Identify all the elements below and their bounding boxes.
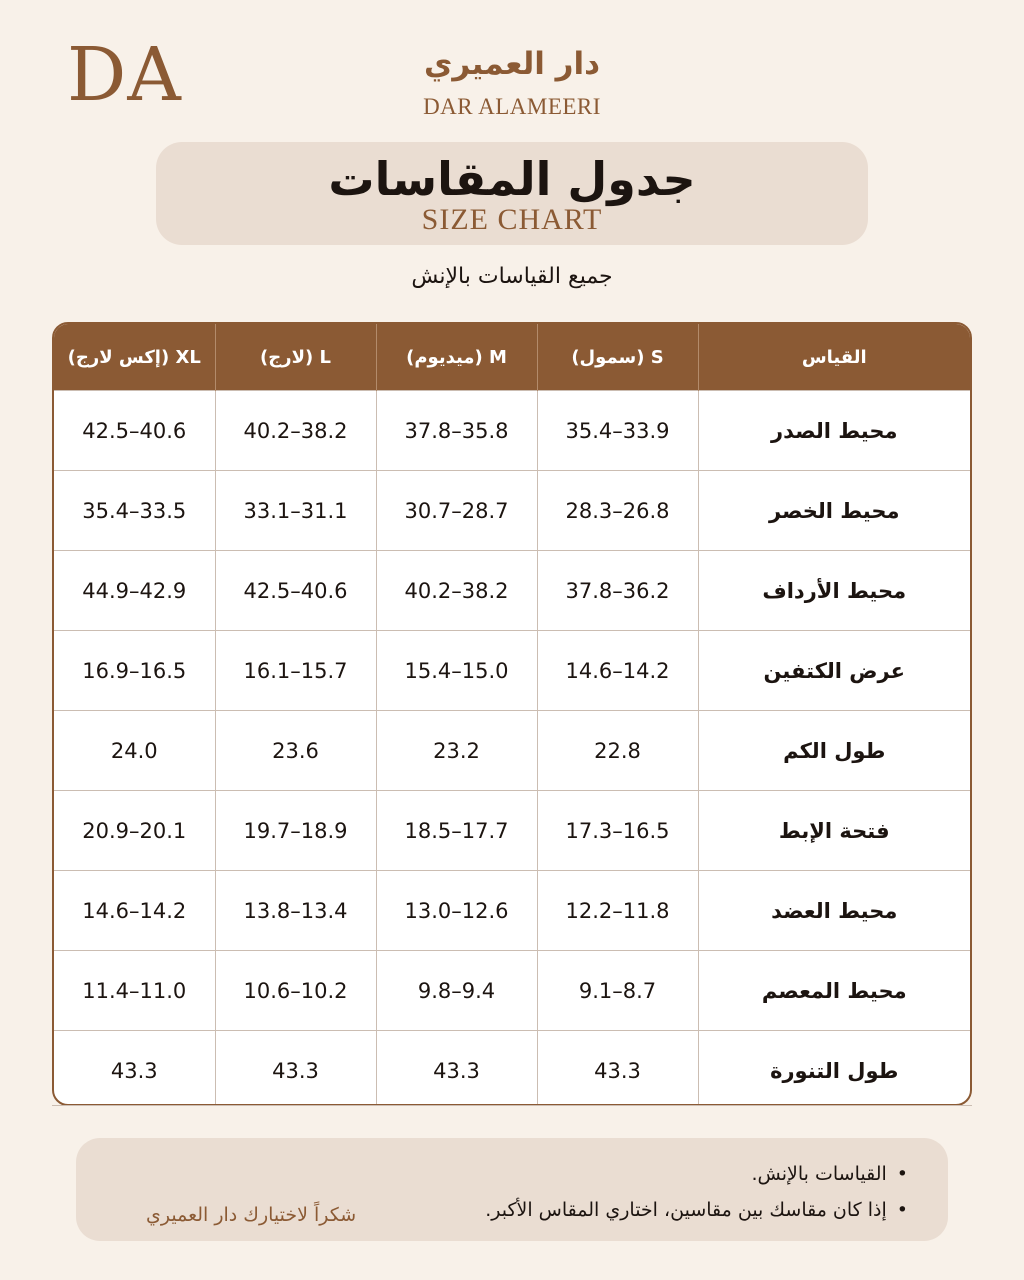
- header-size-m: M (ميديوم): [376, 324, 537, 391]
- measurement-value: 35.8–37.8: [376, 391, 537, 471]
- measurement-label: محيط المعصم: [698, 951, 970, 1031]
- measurement-value: 14.2–14.6: [537, 631, 698, 711]
- table-header-row: [54, 324, 970, 391]
- table-divider: [52, 1105, 972, 1106]
- table-row: [54, 951, 970, 1031]
- measurement-value: 24.0: [54, 711, 215, 791]
- measurement-value: 23.6: [215, 711, 376, 791]
- measurement-value: 16.5–16.9: [54, 631, 215, 711]
- measurement-value: 14.2–14.6: [54, 871, 215, 951]
- measurement-value: 38.2–40.2: [376, 551, 537, 631]
- measurement-value: 33.9–35.4: [537, 391, 698, 471]
- measurement-value: 22.8: [537, 711, 698, 791]
- measurement-value: 12.6–13.0: [376, 871, 537, 951]
- measurement-value: 10.2–10.6: [215, 951, 376, 1031]
- measurement-label: محيط الخصر: [698, 471, 970, 551]
- measurement-value: 26.8–28.3: [537, 471, 698, 551]
- table-body: [54, 391, 970, 1107]
- measurement-value: 40.6–42.5: [54, 391, 215, 471]
- table-row: [54, 551, 970, 631]
- header-measurement: القياس: [698, 324, 970, 391]
- measurement-value: 43.3: [376, 1031, 537, 1107]
- units-subtitle: جميع القياسات بالإنش: [411, 264, 613, 289]
- table-row: [54, 631, 970, 711]
- measurement-label: محيط العضد: [698, 871, 970, 951]
- measurement-label: طول التنورة: [698, 1031, 970, 1107]
- measurement-value: 13.4–13.8: [215, 871, 376, 951]
- measurement-value: 11.8–12.2: [537, 871, 698, 951]
- measurement-label: عرض الكتفين: [698, 631, 970, 711]
- table-row: [54, 791, 970, 871]
- brand-name-arabic: دار العميري: [423, 46, 601, 82]
- measurement-value: 28.7–30.7: [376, 471, 537, 551]
- measurement-value: 18.9–19.7: [215, 791, 376, 871]
- measurement-value: 16.5–17.3: [537, 791, 698, 871]
- table-row: [54, 711, 970, 791]
- measurement-value: 15.7–16.1: [215, 631, 376, 711]
- table-row: [54, 1031, 970, 1107]
- size-table-grid: [54, 324, 970, 1106]
- title-banner: [156, 142, 868, 245]
- brand-name-english: DAR ALAMEERI: [423, 94, 601, 119]
- notes-box: [76, 1138, 948, 1241]
- header-size-l: L (لارج): [215, 324, 376, 391]
- table-row: [54, 471, 970, 551]
- size-table: [52, 322, 972, 1106]
- page-title-arabic: جدول المقاسات: [328, 152, 696, 206]
- notes-list: [485, 1156, 908, 1228]
- measurement-value: 43.3: [537, 1031, 698, 1107]
- measurement-value: 33.5–35.4: [54, 471, 215, 551]
- table-row: [54, 391, 970, 471]
- measurement-value: 17.7–18.5: [376, 791, 537, 871]
- brand-logo: DA: [67, 32, 182, 118]
- measurement-value: 11.0–11.4: [54, 951, 215, 1031]
- measurement-label: طول الكم: [698, 711, 970, 791]
- measurement-value: 42.9–44.9: [54, 551, 215, 631]
- table-row: [54, 871, 970, 951]
- measurement-value: 15.0–15.4: [376, 631, 537, 711]
- measurement-value: 38.2–40.2: [215, 391, 376, 471]
- measurement-value: 20.1–20.9: [54, 791, 215, 871]
- measurement-label: محيط الصدر: [698, 391, 970, 471]
- note-item: • القياسات بالإنش.: [485, 1156, 908, 1192]
- measurement-label: فتحة الإبط: [698, 791, 970, 871]
- measurement-value: 23.2: [376, 711, 537, 791]
- measurement-value: 43.3: [54, 1031, 215, 1107]
- measurement-value: 9.4–9.8: [376, 951, 537, 1031]
- measurement-value: 31.1–33.1: [215, 471, 376, 551]
- measurement-label: محيط الأرداف: [698, 551, 970, 631]
- measurement-value: 36.2–37.8: [537, 551, 698, 631]
- header-size-xl: XL (إكس لارج): [54, 324, 215, 391]
- page-title-english: SIZE CHART: [421, 203, 603, 236]
- header-size-s: S (سمول): [537, 324, 698, 391]
- thanks-message: شكراً لاختيارك دار العميري: [146, 1204, 357, 1226]
- measurement-value: 8.7–9.1: [537, 951, 698, 1031]
- measurement-value: 43.3: [215, 1031, 376, 1107]
- note-item: • إذا كان مقاسك بين مقاسين، اختاري المقاس الأكبر.: [485, 1192, 908, 1228]
- measurement-value: 40.6–42.5: [215, 551, 376, 631]
